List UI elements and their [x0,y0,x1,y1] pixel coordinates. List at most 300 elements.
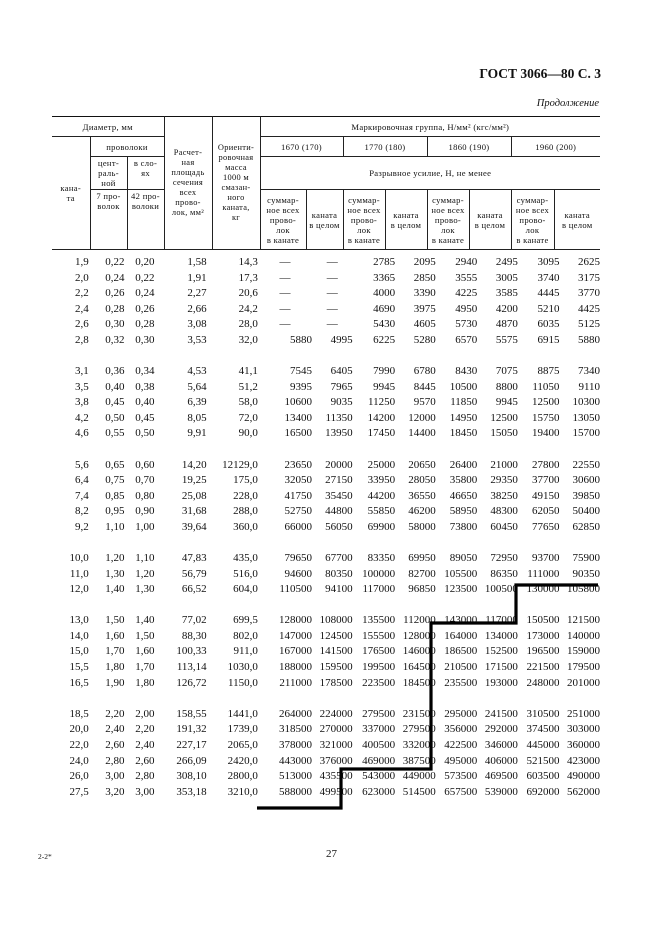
table-row [52,551,600,567]
header-sum-wires: суммар- ное всех прово- лок в канате [343,190,385,250]
table-cell: 2065,0 [227,738,258,751]
table-cell: 143000 [444,614,478,627]
table-cell: 2,40 [105,723,125,736]
table-cell: 14,0 [69,629,89,642]
table-cell: 1,20 [135,567,155,580]
table-cell: 0,36 [105,365,125,378]
table-cell: 4225 [455,287,478,300]
table-cell: 173000 [526,629,560,642]
table-cell: 802,0 [233,629,258,642]
header-grade-1960: 1960 (200) [511,137,600,157]
table-cell: 0,55 [105,427,125,440]
table-cell: 1,00 [135,520,155,533]
table-cell: 0,60 [135,458,155,471]
table-cell: 9570 [413,396,436,409]
table-cell: 86350 [490,567,518,580]
table-cell: 12129,0 [222,458,258,471]
table-cell: 295000 [444,707,478,720]
table-cell: 26,0 [69,770,89,783]
table-cell: 6,4 [74,474,89,487]
table-cell: 121500 [567,614,601,627]
table-cell: 35450 [325,489,353,502]
table-cell: 1,60 [135,645,155,658]
table-cell: 221500 [526,661,560,674]
table-cell: 152500 [484,645,518,658]
table-cell: 4445 [537,287,560,300]
table-cell: 699,5 [233,614,258,627]
header-grade-1860: 1860 (190) [427,137,511,157]
table-cell: 318500 [279,723,312,736]
table-cell: 435,0 [233,552,258,564]
table-cell: 0,45 [105,396,125,409]
table-cell: 11350 [325,411,353,424]
table-cell: 241500 [484,707,518,720]
table-cell: 9,2 [74,520,89,533]
table-cell: 25,08 [181,489,207,502]
table-cell: — [326,287,338,300]
table-cell: 303000 [567,723,601,736]
table-row [52,411,600,427]
table-cell: 3390 [413,287,436,300]
table-cell: 4,2 [74,411,89,424]
table-cell: 56,79 [181,567,207,580]
table-cell: 0,38 [135,380,155,393]
table-cell: 235500 [444,676,478,689]
table-cell: 9945 [373,380,396,393]
table-cell: 8,2 [74,505,89,518]
table-cell: 19,25 [181,474,207,487]
document-header: ГОСТ 3066—80 С. 3 [479,66,601,81]
table-cell: 201000 [567,676,601,689]
table-cell: 3095 [537,256,560,268]
table-row [52,738,600,754]
table-cell: 18,5 [69,707,89,720]
table-cell: 193000 [484,676,518,689]
table-cell: 435500 [319,770,353,783]
table-cell: 72950 [490,552,518,564]
table-cell: 15050 [490,427,518,440]
table-cell: 3585 [495,287,518,300]
table-cell: 5210 [537,302,560,315]
table-cell: 3,53 [187,333,207,346]
table-cell: 58950 [449,505,478,518]
table-cell: 80350 [325,567,353,580]
table-cell: 66000 [284,520,312,533]
table-cell: 353,18 [176,785,207,798]
table-cell: 3,00 [135,785,155,798]
table-cell: 5880 [578,333,601,346]
table-cell: 199500 [362,661,396,674]
table-cell: 3005 [495,271,518,284]
header-area: Расчет- ная площадь сечения всех прово- лок, мм² [164,117,212,250]
table-cell: 14950 [449,411,478,424]
table-cell: 490000 [567,770,601,783]
header-rope-whole: каната в целом [554,190,600,250]
table-cell: 10600 [284,396,312,409]
table-cell: 27150 [325,474,353,487]
table-cell: 224000 [319,707,353,720]
table-cell: 46650 [449,489,478,502]
table-cell: 28050 [408,474,436,487]
table-cell: 16,5 [69,676,89,689]
table-cell: 126,72 [176,676,207,689]
table-cell: 111000 [527,567,560,580]
table-cell: 1,20 [105,552,125,564]
table-cell: 1,70 [135,661,155,674]
table-cell: 1,58 [187,256,207,268]
table-cell: 22,0 [69,738,89,751]
table-row [52,426,600,442]
table-cell: 2,80 [135,770,155,783]
table-cell: 4000 [373,287,396,300]
table-cell: 2495 [495,256,518,268]
table-cell: 5880 [290,333,312,346]
table-cell: 7,4 [74,489,89,502]
table-cell: 445000 [526,738,560,751]
row-group [52,707,600,801]
table-cell: 13950 [325,427,353,440]
table-cell: 24,2 [238,302,258,315]
table-cell: 128000 [402,629,436,642]
table-cell: 10300 [572,396,601,409]
footer-code: 2-2* [38,852,52,861]
table-cell: 11050 [532,380,560,393]
table-cell: 186500 [444,645,478,658]
table-cell: 449000 [402,770,436,783]
table-cell: 134000 [484,629,518,642]
table-cell: 270000 [319,723,353,736]
table-cell: 543000 [362,770,396,783]
table-cell: 105500 [444,567,478,580]
table-cell: 83350 [367,552,396,564]
table-cell: 0,20 [135,256,155,268]
header-42-wires: 42 про- волоки [127,190,164,250]
table-cell: 2,4 [74,302,89,315]
table-cell: 19400 [531,427,560,440]
table-cell: 15,0 [69,645,89,658]
table-cell: 657500 [444,785,478,798]
table-cell: 30600 [572,474,601,487]
table-cell: 47,83 [181,552,207,564]
table-cell: 603500 [526,770,560,783]
table-cell: 105800 [567,583,601,596]
page-number: 27 [326,848,337,860]
table-cell: 3,5 [74,380,89,393]
table-cell: 6225 [373,333,396,346]
table-cell: 332000 [402,738,436,751]
table-cell: 5,64 [187,380,207,393]
table-cell: 3,1 [74,365,89,378]
table-cell: 2,2 [74,287,89,300]
table-cell: 146000 [402,645,436,658]
table-cell: 406000 [484,754,518,767]
table-cell: 140000 [567,629,601,642]
table-row [52,754,600,770]
table-cell: 539000 [484,785,518,798]
table-cell: 167000 [279,645,312,658]
table-cell: 513000 [279,770,312,783]
table-cell: 14400 [408,427,436,440]
table-cell: 6405 [330,365,353,378]
table-cell: 36550 [408,489,436,502]
table-cell: 423000 [567,754,601,767]
table-cell: 321000 [319,738,353,751]
table-cell: 3975 [413,302,436,315]
table-cell: 0,75 [105,474,125,487]
table-cell: 0,40 [135,396,155,409]
row-group [52,364,600,442]
table-cell: 356000 [444,723,478,736]
table-cell: 128000 [279,614,312,627]
table-cell: 562000 [567,785,601,798]
table-cell: 495000 [444,754,478,767]
table-cell: 50400 [572,505,601,518]
table-row [52,785,600,801]
table-cell: 179500 [567,661,601,674]
table-cell: 4995 [330,333,353,346]
table-cell: 1,80 [105,661,125,674]
table-cell: 0,85 [105,489,125,502]
table-cell: 2,00 [135,707,155,720]
table-cell: 1,40 [135,614,155,627]
table-cell: 55850 [367,505,396,518]
table-cell: 26400 [449,458,478,471]
table-cell: 1,60 [105,629,125,642]
table-cell: — [279,287,291,300]
table-cell: 0,65 [105,458,125,471]
table-cell: 73800 [449,520,478,533]
header-rope-whole: каната в целом [385,190,427,250]
table-cell: 2785 [373,256,396,268]
table-cell: 0,80 [135,489,155,502]
header-grade-group: Маркировочная группа, Н/мм² (кгс/мм²) [260,117,600,137]
table-row [52,707,600,723]
table-cell: 2,27 [187,287,207,300]
table-cell: 62050 [531,505,560,518]
table-cell: 9,91 [187,427,207,440]
header-central: цент- раль- ной [90,157,127,190]
table-cell: 69900 [367,520,396,533]
table-cell: 100500 [484,583,518,596]
table-cell: 11850 [450,396,478,409]
table-cell: 5575 [495,333,518,346]
table-cell: 251000 [567,707,601,720]
table-cell: 6,39 [187,396,207,409]
table-cell: 56050 [325,520,353,533]
header-sum-wires: суммар- ное всех прово- лок в канате [511,190,554,250]
table-cell: 469500 [484,770,518,783]
table-cell: 23650 [284,458,312,471]
table-cell: 2,20 [105,707,125,720]
table-cell: 159500 [319,661,353,674]
table-cell: 93700 [531,552,560,564]
header-rope-whole: каната в целом [306,190,343,250]
table-cell: 16500 [284,427,312,440]
table-cell: 3555 [455,271,478,284]
table-header [52,116,600,250]
header-in-layers: в сло- ях [127,157,164,190]
table-cell: 387500 [402,754,436,767]
table-cell: 378000 [279,738,312,751]
table-cell: 0,70 [135,474,155,487]
table-row [52,722,600,738]
table-cell: 178500 [319,676,353,689]
table-cell: 12500 [531,396,560,409]
table-cell: 0,50 [135,427,155,440]
table-cell: 227,17 [176,738,207,751]
table-cell: 623000 [362,785,396,798]
table-cell: 77650 [531,520,560,533]
table-cell: 573500 [444,770,478,783]
table-row [52,520,600,536]
table-cell: 1441,0 [227,707,258,720]
table-cell: 0,28 [105,302,125,315]
table-cell: 376000 [319,754,353,767]
table-cell: 112000 [403,614,436,627]
table-cell: 7075 [495,365,518,378]
table-cell: 7545 [290,365,312,378]
header-grade-1670: 1670 (170) [260,137,343,157]
table-cell: 27,5 [69,785,89,798]
table-cell: 7990 [373,365,396,378]
table-cell: 0,24 [105,271,125,284]
table-cell: 110500 [279,583,312,596]
table-cell: 94100 [325,583,353,596]
table-cell: 9110 [578,380,601,393]
continuation-label: Продолжение [536,98,599,109]
row-group [52,551,600,598]
table-cell: 75900 [572,552,601,564]
table-cell: 292000 [484,723,518,736]
table-cell: 66,52 [181,583,207,596]
table-cell: 374500 [526,723,560,736]
table-row [52,473,600,489]
table-cell: 266,09 [176,754,207,767]
table-cell: 499500 [319,785,353,798]
table-cell: 0,40 [105,380,125,393]
table-cell: 14,20 [181,458,207,471]
table-cell: 422500 [444,738,478,751]
table-cell: 46200 [408,505,436,518]
table-cell: 100000 [362,567,396,580]
table-cell: 1,50 [105,614,125,627]
table-row [52,380,600,396]
table-cell: 6915 [537,333,560,346]
table-cell: 2420,0 [227,754,258,767]
header-rope-whole: каната в целом [469,190,511,250]
table-cell: 264000 [279,707,312,720]
table-cell: 228,0 [233,489,258,502]
table-cell: 279500 [362,707,396,720]
table-cell: 2940 [455,256,478,268]
table-cell: 3175 [578,271,601,284]
table-cell: 124500 [319,629,353,642]
table-cell: 10500 [449,380,478,393]
table-cell: 17450 [367,427,396,440]
table-cell: 2625 [578,256,601,268]
table-cell: 223500 [362,676,396,689]
table-cell: 1,90 [105,676,125,689]
table-cell: 35800 [449,474,478,487]
table-cell: 29350 [490,474,518,487]
table-cell: 2,60 [135,754,155,767]
table-cell: 12500 [490,411,518,424]
table-cell: 210500 [444,661,478,674]
table-cell: 52750 [284,505,312,518]
table-cell: 32050 [284,474,312,487]
table-cell: 79650 [284,552,312,564]
table-row [52,286,600,302]
table-cell: 588000 [279,785,312,798]
table-cell: 5125 [578,318,601,331]
table-cell: 0,90 [135,505,155,518]
table-cell: 20,6 [238,287,258,300]
table-cell: 4605 [413,318,436,331]
table-cell: — [279,302,291,315]
table-cell: 1,91 [187,271,207,284]
table-cell: 3,20 [105,785,125,798]
table-cell: 1150,0 [228,676,258,689]
table-cell: 117000 [485,614,518,627]
table-cell: 33950 [367,474,396,487]
table-cell: 58000 [408,520,436,533]
table-cell: 0,24 [135,287,155,300]
table-cell: 7965 [330,380,353,393]
table-cell: 44200 [367,489,396,502]
table-cell: 5730 [455,318,478,331]
table-cell: 0,95 [105,505,125,518]
table-row [52,676,600,692]
table-row [52,302,600,318]
table-cell: 9945 [495,396,518,409]
table-cell: 20,0 [69,723,89,736]
table-cell: 8875 [537,365,560,378]
table-cell: 2850 [413,271,436,284]
table-cell: 113,14 [176,661,207,674]
table-cell: 1,80 [135,676,155,689]
table-cell: 5,6 [74,458,89,471]
table-cell: 443000 [279,754,312,767]
table-cell: 1,70 [105,645,125,658]
table-cell: 211000 [279,676,312,689]
table-cell: 0,22 [135,271,155,284]
table-cell: 2,6 [74,318,89,331]
table-body [52,255,600,816]
table-row [52,271,600,287]
table-cell: 51,2 [238,380,258,393]
table-row [52,458,600,474]
header-wires: проволоки [90,137,164,157]
table-row [52,582,600,598]
table-cell: 17,3 [238,271,258,284]
table-cell: 49150 [531,489,560,502]
table-cell: 123500 [444,583,478,596]
table-cell: 3740 [537,271,560,284]
table-cell: 4200 [495,302,518,315]
header-diameter: Диаметр, мм [52,117,164,137]
table-cell: 692000 [526,785,560,798]
table-row [52,333,600,349]
table-cell: 32,0 [238,333,258,346]
header-sum-wires: суммар- ное всех прово- лок в канате [260,190,306,250]
table-cell: 1,50 [135,629,155,642]
table-row [52,644,600,660]
table-cell: 31,68 [181,505,207,518]
row-group [52,613,600,691]
table-row [52,317,600,333]
table-cell: 2,80 [105,754,125,767]
table-cell: 3365 [373,271,396,284]
